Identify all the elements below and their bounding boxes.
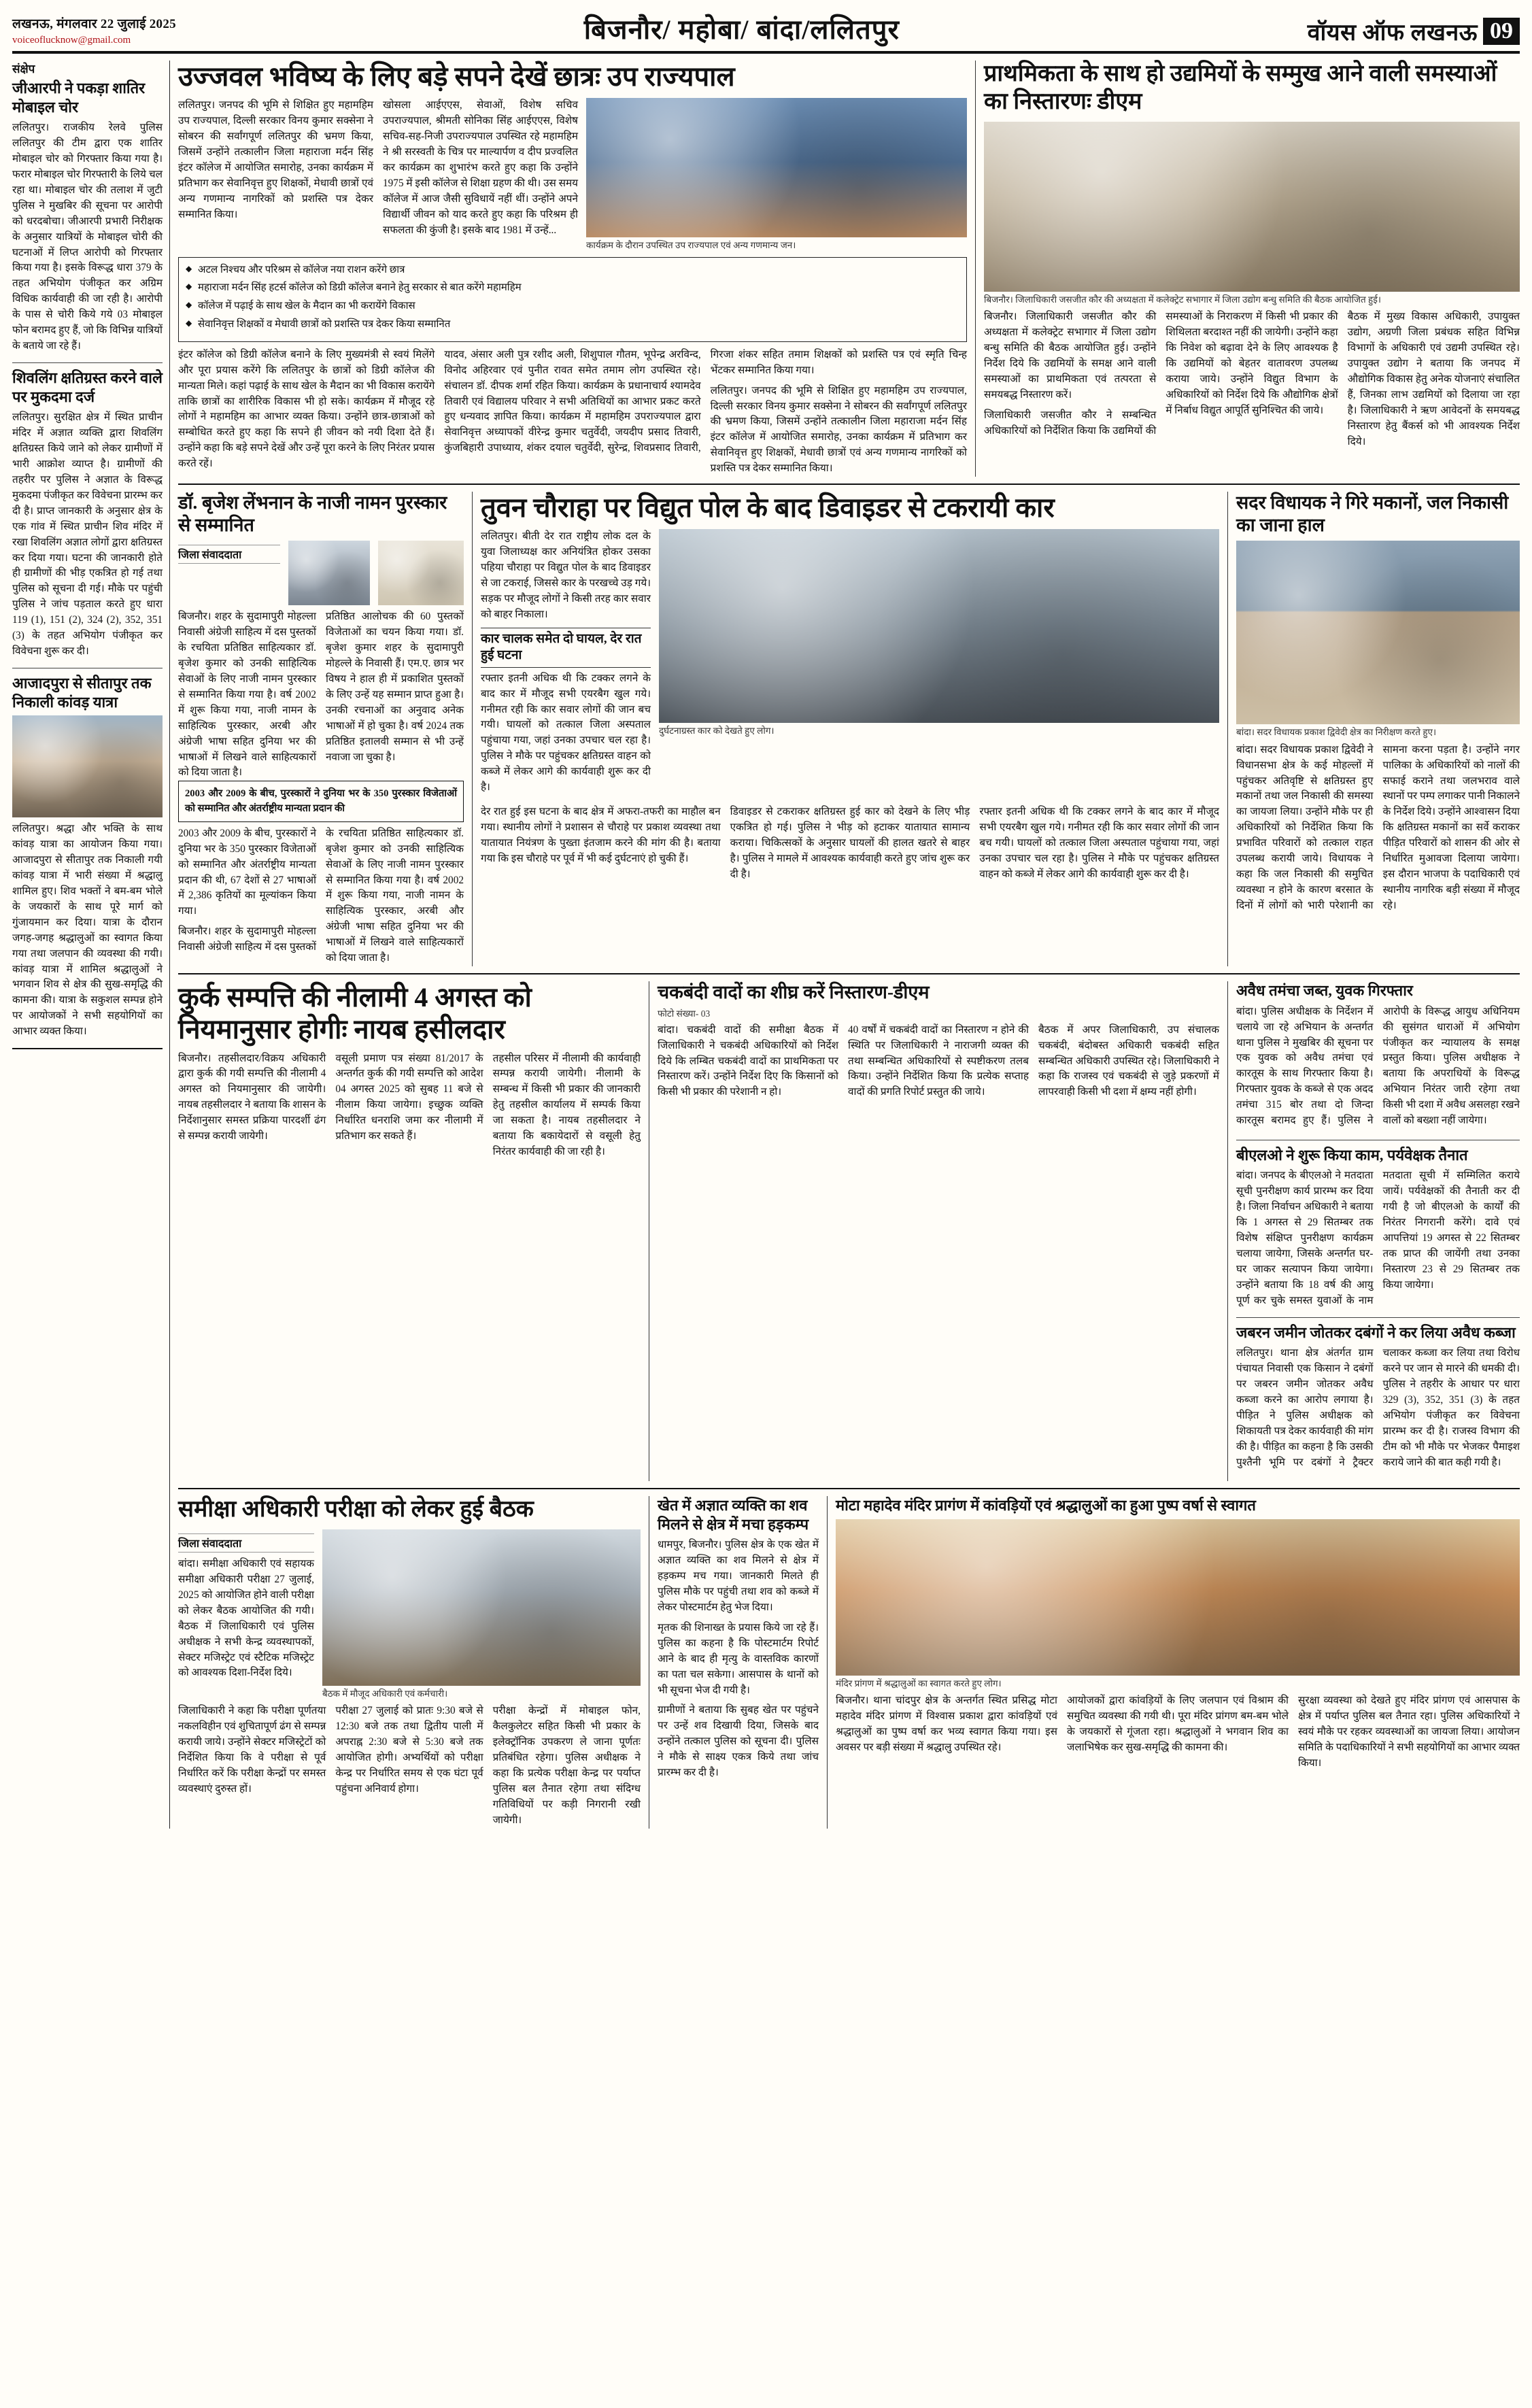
top-row (178, 61, 1520, 477)
accident-paragraph: रफ्तार इतनी अधिक थी कि टक्कर लगने के बाद कार में मौजूद सभी एयरबैग खुल गये। गनीमत रही कि कार सवार लोगों की जान बच गयी। घायलों को तत्काल जिला अस्पताल पहुंचाया गया, जहां उनका उपचार चल रहा है। पुलिस ने मौके पर पहुंचकर क्षतिग्रस्त वाहन को कब्जे में लेकर आगे की कार्यवाही शुरू कर दी है। (979, 806, 1219, 880)
right-brief-text: बांदा। पुलिस अधीक्षक के निर्देशन में चलाये जा रहे अभियान के अन्तर्गत थाना पुलिस ने मुखबिर की सूचना पर एक युवक को अवैध तमंचा एवं कारतूस के साथ गिरफ्तार किया है। गिरफ्तार युवक के कब्जे से एक अदद तमंचा 315 बोर तथा दो जिन्दा कारतूस बरामद हुए हैं। पुलिस ने आरोपी के विरूद्ध आयुध अधिनियम की सुसंगत धाराओं में अभियोग पंजीकृत कर न्यायालय के समक्ष प्रस्तुत किया। पुलिस अधीक्षक ने बताया कि अपराधियों के विरूद्ध अभियान निरंतर जारी रहेगा तथा किसी भी दशा में अवैध असलहा रखने वालों को बख्शा नहीं जायेगा। (1236, 1005, 1520, 1127)
chakbandi-paragraph: बांदा। चकबंदी वादों की समीक्षा बैठक में जिलाधिकारी ने चकबंदी अधिकारियों को निर्देश दिये कि लम्बित चकबंदी वादों का प्राथमिकता पर निस्तारण करें। उन्होंने निर्देश दिए कि किसानों को किसी भी प्रकार की परेशानी न हो। (658, 1023, 838, 1098)
chakbandi-paragraph: 40 वर्षों में चकबंदी वादों का निस्तारण न होने की स्थिति पर जिलाधिकारी ने नाराजगी व्यक्त की तथा सम्बन्धित अधिकारियों से स्पष्टीकरण तलब किया। उन्होंने निर्देशित किया कि प्रत्येक सप्ताह वादों की प्रगति रिपोर्ट प्रस्तुत की जाये। (848, 1023, 1029, 1098)
samiksha-photo-caption: बैठक में मौजूद अधिकारी एवं कर्मचारी। (322, 1688, 448, 1699)
brief-text: ललितपुर। राजकीय रेलवे पुलिस ललितपुर की टीम द्वारा एक शातिर मोबाइल चोर को गिरफ्तार किया गया है। फरार मोबाइल चोर गिरफ्तारी के लिये चल रहा था। मोबाइल चोर की तलाश में जुटी पुलिस ने मुखबिर की सूचना पर आरोपी को धरदबोचा। जीआरपी प्रभारी निरीक्षक के अनुसार यात्रियों के मोबाइल चोरी की घटनाओं में लिप्त आरोपी को गिरफ्तार किया गया है। इसके विरूद्ध धारा 379 के तहत अभियोग पंजीकृत कर अग्रिम विधिक कार्यवाही की जा रही है। आरोपी के पास से चोरी किये गये 03 मोबाइल फोन बरामद हुए हैं, जो कि विभिन्न यात्रियों के बताये जा रहे हैं। (12, 122, 163, 352)
samiksha-paragraph: परीक्षा केन्द्रों में मोबाइल फोन, कैलकुलेटर सहित किसी भी प्रकार के इलेक्ट्रॉनिक उपकरण ले जाना पूर्णतः प्रतिबंधित रहेगा। पुलिस अधीक्षक ने कहा कि प्रत्येक परीक्षा केन्द्र पर पर्याप्त पुलिस बल तैनात रहेगा तथा संदिग्ध गतिविधियों पर कड़ी निगरानी रखी जायेगी। (492, 1705, 641, 1827)
vidhayak-paragraph: बांदा। सदर विधायक प्रकाश द्विवेदी ने विधानसभा क्षेत्र के कई मोहल्लों में पहुंचकर अतिवृष्टि से क्षतिग्रस्त हुए मकानों तथा जल निकासी की समस्या का जायजा लिया। उन्होंने मौके पर ही अधिकारियों को निर्देशित किया कि प्रभावित परिवारों को तत्काल राहत उपलब्ध करायी जाये। विधायक ने कहा कि जल निकासी की समुचित व्यवस्था न होने के कारण बरसात के दिनों में लोगों को भारी परेशानी का सामना करना पड़ता है। उन्होंने नगर पालिका के अधिकारियों को नालों की सफाई कराने तथा जलभराव वाले स्थानों पर पम्प लगाकर पानी निकालने के निर्देश दिये। उन्होंने आश्वासन दिया कि क्षतिग्रस्त मकानों का सर्वे कराकर पीड़ित परिवारों को शासन की ओर से निर्धारित मुआवजा दिलाया जायेगा। इस दौरान भाजपा के पदाधिकारी एवं स्थानीय नागरिक बड़ी संख्या में मौजूद रहे। (1236, 743, 1520, 912)
divider (178, 484, 1520, 485)
kurk-story (178, 981, 641, 1481)
lead-photo-caption: कार्यक्रम के दौरान उपस्थित उप राज्यपाल एवं अन्य गणमान्य जन। (586, 240, 796, 251)
right-brief-text: ललितपुर। थाना क्षेत्र अंतर्गत ग्राम पंचायत निवासी एक किसान ने दबंगों पर जबरन जमीन जोतकर अवैध कब्जा करने का आरोप लगाया है। पीड़ित ने पुलिस अधीक्षक को शिकायती पत्र देकर कार्यवाही की मांग की है। पीड़ित का कहना है कि उसकी पुश्तैनी भूमि पर दबंगों ने ट्रैक्टर चलाकर कब्जा कर लिया तथा विरोध करने पर जान से मारने की धमकी दी। पुलिस ने तहरीर के आधार पर धारा 329 (3), 352, 351 (3) के तहत अभियोग पंजीकृत कर विवेचना प्रारम्भ कर दी है। राजस्व विभाग की टीम को भी मौके पर भेजकर पैमाइश कराये जाने की बात कही गयी है। (1236, 1347, 1520, 1468)
chakbandi-headline: चकबंदी वादों का शीघ्र करें निस्तारण-डीएम (658, 982, 930, 1003)
mandir-story (827, 1496, 1520, 1829)
brief-text: ललितपुर। श्रद्धा और भक्ति के साथ कांवड़ यात्रा का आयोजन किया गया। आजादपुरा से सीतापुर तक निकाली गयी कांवड़ यात्रा में भारी संख्या में श्रद्धालु शामिल हुए। शिव भक्तों ने बम-बम भोले के जयकारों के साथ पूरे मार्ग को गुंजायमान कर दिया। यात्रा के दौरान जगह-जगह श्रद्धालुओं का स्वागत किया गया तथा जलपान की व्यवस्था की गयी। कांवड़ यात्रा में शामिल श्रद्धालुओं ने भगवान शिव से क्षेत्र की सुख-समृद्धि की कामना की। यात्रा के सकुशल सम्पन्न होने पर आयोजकों ने सभी सहयोगियों का आभार व्यक्त किया। (12, 823, 163, 1038)
shav-story (649, 1496, 819, 1829)
right-brief-text: बांदा। जनपद के बीएलओ ने मतदाता सूची पुनरीक्षण कार्य प्रारम्भ कर दिया है। जिला निर्वाचन अधिकारी ने बताया कि 1 अगस्त से 29 सितम्बर तक विशेष संक्षिप्त पुनरीक्षण कार्यक्रम चलाया जायेगा, जिसके अन्तर्गत घर-घर जाकर सत्यापन किया जायेगा। उन्होंने बताया कि 18 वर्ष की आयु पूर्ण कर चुके समस्त युवाओं के नाम मतदाता सूची में सम्मिलित कराये जायें। पर्यवेक्षकों की तैनाती कर दी गयी है जो बीएलओ के कार्यों की निरंतर निगरानी करेंगे। दावे एवं आपत्तियां 19 अगस्त से 22 सितम्बर तक प्राप्त की जायेंगी तथा उनका निस्तारण 23 से 29 सितम्बर तक किया जायेगा। (1236, 1170, 1520, 1306)
brief-text: ललितपुर। सुरक्षित क्षेत्र में स्थित प्राचीन मंदिर में अज्ञात व्यक्ति द्वारा शिवलिंग क्षतिग्रस्त किये जाने को लेकर ग्रामीणों में भारी आक्रोश व्याप्त है। ग्रामीणों की तहरीर पर पुलिस ने अज्ञात के विरूद्ध मुकदमा पंजीकृत कर विवेचना प्रारम्भ कर दी है। प्राप्त जानकारी के अनुसार क्षेत्र के एक गांव में स्थित प्राचीन शिव मंदिर में रखा शिवलिंग अज्ञात लोगों द्वारा क्षतिग्रस्त कर दिया गया। घटना की जानकारी होते ही ग्रामीणों की भीड़ एकत्रित हो गई तथा पुलिस को सूचना दी गई। मौके पर पहुंची पुलिस ने जांच पड़ताल करते हुए धारा 119 (1), 151 (2), 324 (2), 352, 351 (3) के तहत अभियोग पंजीकृत कर विवेचना शुरू कर दी। (12, 411, 163, 658)
bullet-item: ◆ महाराजा मर्दन सिंह हटर्स कॉलेज को डिग्री कॉलेज बनाने हेतु सरकार से बात करेंगे महामहिम (186, 281, 959, 296)
mandir-paragraph: आयोजकों द्वारा कांवड़ियों के लिए जलपान एवं विश्राम की समुचित व्यवस्था की गयी थी। पूरा मंदिर प्रांगण बम-बम भोले के जयकारों से गूंजता रहा। श्रद्धालुओं ने भगवान शिव का जलाभिषेक कर सुख-समृद्धि की कामना की। (1067, 1695, 1289, 1753)
divider (178, 973, 1520, 974)
lead-photo (586, 98, 967, 237)
chakbandi-paragraph: बैठक में अपर जिलाधिकारी, उप संचालक चकबंदी, बंदोबस्त अधिकारी चकबंदी सहित सम्बन्धित अधिकारी उपस्थित रहे। जिलाधिकारी ने कहा कि राजस्व एवं चकबंदी से जुड़े प्रकरणों में लापरवाही किसी भी दशा में क्षम्य नहीं होगी। (1038, 1023, 1219, 1098)
award-story (178, 492, 464, 966)
edition-title: बिजनौर/ महोबा/ बांदा/ललितपुर (583, 14, 900, 45)
right-briefs (1227, 981, 1520, 1481)
masthead-center (176, 10, 1308, 47)
kurk-paragraph: बिजनौर। तहसीलदार/विक्रय अधिकारी द्वारा कुर्क की गयी सम्पत्ति की नीलामी 4 अगस्त को नियमानुसार की जायेगी। नायब तहसीलदार ने बताया कि शासन के निर्देशानुसार समस्त प्रक्रिया पारदर्शी ढंग से सम्पन्न करायी जायेगी। (178, 1052, 326, 1142)
dm-paragraph: बैठक में मुख्य विकास अधिकारी, उपायुक्त उद्योग, अग्रणी जिला प्रबंधक सहित विभिन्न विभागों के अधिकारी एवं उद्यमी उपस्थित रहे। उपायुक्त उद्योग ने बताया कि जनपद में औद्योगिक विकास हेतु अनेक योजनाएं संचालित हैं, जिनका लाभ उद्यमियों को दिलाया जा रहा है। जिलाधिकारी ने ऋण आवेदनों के समयबद्ध निस्तारण हेतु बैंकर्स को भी आवश्यक निर्देश दिये। (1347, 311, 1520, 447)
accident-paragraph: देर रात हुई इस घटना के बाद क्षेत्र में अफरा-तफरी का माहौल बन गया। स्थानीय लोगों ने प्रशासन से चौराहे पर प्रकाश व्यवस्था तथा यातायात नियंत्रण के पुख्ता इंतजाम करने की मांग की है। बताया गया कि इस चौराहे पर पूर्व में भी कई दुर्घटनाएं हो चुकी हैं। (481, 806, 721, 864)
award-paragraph: 2003 और 2009 के बीच, पुरस्कारों ने दुनिया भर के 350 पुरस्कार विजेताओं को सम्मानित और अंतर्राष्ट्रीय मान्यता प्रदान की थी, 67 देशों से 27 भाषाओं में 2,386 कृतियों का मूल्यांकन किया गया। (178, 827, 316, 917)
dm-paragraph: बिजनौर। जिलाधिकारी जसजीत कौर की अध्यक्षता में कलेक्ट्रेट सभागार में जिला उद्योग बन्धु समिति की बैठक आयोजित हुई। उन्होंने निर्देश दिये कि उद्यमियों के समक्ष आने वाली समस्याओं का प्राथमिकता एवं तत्परता से समयबद्ध निस्तारण करें। (984, 311, 1157, 401)
accident-paragraph: डिवाइडर से टकराकर क्षतिग्रस्त हुई कार को देखने के लिए भीड़ एकत्रित हो गई। पुलिस ने भीड़ को हटाकर यातायात सामान्य कराया। चिकित्सकों के अनुसार घायलों की हालत खतरे से बाहर है। पुलिस ने मामले में आवश्यक कार्यवाही करते हुए जांच शुरू कर दी है। (730, 806, 970, 880)
mandir-headline: मोटा महादेव मंदिर प्रागंण में कांवड़ियों एवं श्रद्धालुओं का हुआ पुष्प वर्षा से स्वागत (836, 1497, 1256, 1514)
divider (178, 1488, 1520, 1489)
vidhayak-photo-caption: बांदा। सदर विधायक प्रकाश द्विवेदी क्षेत्र का निरीक्षण करते हुए। (1236, 727, 1437, 738)
mandir-paragraph: बिजनौर। थाना चांदपुर क्षेत्र के अन्तर्गत स्थित प्रसिद्ध मोटा महादेव मंदिर प्रांगण में विश्वास प्रकाश द्वारा कांवड़ियों एवं श्रद्धालुओं का पुष्प वर्षा कर भव्य स्वागत किया गया। इस अवसर पर बड़ी संख्या में श्रद्धालु उपस्थित रहे। (836, 1695, 1057, 1753)
mandir-paragraph: सुरक्षा व्यवस्था को देखते हुए मंदिर प्रांगण एवं आसपास के क्षेत्र में पर्याप्त पुलिस बल तैनात रहा। पुलिस अधिकारियों ने स्वयं मौके पर रहकर व्यवस्थाओं का जायजा लिया। आयोजन समिति के पदाधिकारियों ने सभी सहयोगियों का आभार व्यक्त किया। (1298, 1695, 1520, 1769)
vidhayak-headline: सदर विधायक ने गिरे मकानों, जल निकासी का जाना हाल (1236, 492, 1509, 536)
divider (12, 362, 163, 363)
briefs-label: संक्षेप (12, 63, 35, 75)
right-brief-item (1236, 981, 1520, 1132)
award-headline: डॉ. बृजेश लेंभनान के नाजी नामन पुरस्कार से सम्मानित (178, 492, 447, 536)
brief-item (12, 674, 163, 1040)
lead-paragraph: खोसला आईएएस, सेवाओं, विशेष सचिव उपराज्यपाल, श्रीमती सोनिका सिंह आईएएस, विशेष सचिव-सह-निजी उपराज्यपाल उपस्थित रहे महामहिम ने श्री सरस्वती के चित्र पर माल्यार्पण व दीप प्रज्वलित कर कार्यक्रम का शुभारंभ करते हुए कहा कि उन्होंने 1975 में इसी कॉलेज से शिक्षा ग्रहण की थी। उस समय कॉलेज में आज जैसी सुविधायें नहीं थीं। उन्होंने अपने विद्यार्थी जीवन को याद करते हुए कहा कि परिश्रम ही सफलता की कुंजी है। इसके बाद 1981 में उन्हें... (383, 99, 579, 236)
award-paragraph: प्रतिष्ठित आलोचक की 60 पुस्तकों विजेताओं का चयन किया गया। डॉ. बृजेश कुमार शहर के सुदामापुरी मोहल्ले के निवासी हैं। एम.ए. छात्र भर विषय ने हाल ही में प्रकाशित पुस्तकों के लिए उन्हें यह सम्मान प्राप्त हुआ है। उनकी रचनाओं का अनुवाद अनेक भाषाओं में हो चुका है। वर्ष 2024 तक प्रतिष्ठित इतालवी सम्मान से भी उन्हें नवाजा जा चुका है। (326, 611, 464, 763)
lead-paragraph: यादव, अंसार अली पुत्र रशीद अली, शिशुपाल गौतम, भूपेन्द्र अरविन्द, विनोद अहिरवार एवं पुनीत रावत समेत तमाम लोग उपस्थित रहे। संचालन डॉ. दीपक शर्मा रहित किया। कार्यक्रम के प्रधानाचार्य श्यामदेव तिवारी एवं विद्यालय परिवार ने सभी अतिथियों का आभार प्रकट करते हुए धन्यवाद ज्ञापित किया। कार्यक्रम में महामहिम उपराज्यपाल द्वारा सेवानिवृत्त अध्यापकों वीरेन्द्र कुमार चतुर्वेदी, जयदीप प्रसाद तिवारी, कुंजबिहारी उपाध्याय, शंकर दयाल चतुर्वेदी, सुरेन्द्र, शिवप्रसाद तिवारी, गिरजा शंकर सहित तमाम शिक्षकों को प्रशस्ति पत्र एवं स्मृति चिन्ह भेंटकर सम्मानित किया गया। (444, 348, 967, 454)
accident-story (472, 492, 1219, 966)
dm-story (975, 61, 1520, 477)
chakbandi-photo-note: फोटो संख्या- 03 (658, 1008, 711, 1019)
samiksha-paragraph: बांदा। समीक्षा अधिकारी एवं सहायक समीक्षा अधिकारी परीक्षा 27 जुलाई, 2025 को आयोजित होने वाली परीक्षा को लेकर बैठक आयोजित की गयी। बैठक में जिलाधिकारी एवं पुलिस अधीक्षक ने सभी केन्द्र व्यवस्थापकों, सेक्टर मजिस्ट्रेट एवं स्टैटिक मजिस्ट्रेट को आवश्यक दिशा-निर्देश दिये। (178, 1557, 314, 1679)
brief-item (12, 79, 163, 354)
brand-title: वॉयस ऑफ लखनऊ (1307, 20, 1478, 46)
award-portrait-photo (288, 541, 370, 605)
masthead-right (1308, 16, 1520, 47)
second-row (178, 492, 1520, 966)
accident-photo-caption: दुर्घटनाग्रस्त कार को देखते हुए लोग। (659, 726, 774, 736)
third-row (178, 981, 1520, 1481)
briefs-column (12, 61, 170, 1829)
brief-headline: जीआरपी ने पकड़ा शातिर मोबाइल चोर (12, 80, 146, 116)
vidhayak-photo (1236, 541, 1520, 724)
lead-headline: उज्जवल भविष्य के लिए बड़े सपने देखें छात्रः उप राज्यपाल (178, 61, 735, 92)
award-book-photo (378, 541, 464, 605)
brief-item (12, 369, 163, 660)
vidhayak-story (1227, 492, 1520, 966)
right-brief-headline: जबरन जमीन जोतकर दबंगों ने कर लिया अवैध कब्जा (1236, 1323, 1516, 1341)
lead-paragraph: इंटर कॉलेज को डिग्री कॉलेज बनाने के लिए मुख्यमंत्री से स्वयं मिलेंगे और पूरा प्रयास करेंगे कि ललितपुर के छात्रों को डिग्री कॉलेज की मान्यता मिले। कहां पढ़ाई के साथ खेल के मैदान का भी विकास करायेंगे ताकि छात्रों का शारीरिक विकास भी हो सके। कार्यक्रम में मौजूद रहे लोगों ने महामहिम का आभार व्यक्त किया। उन्होंने छात्र-छात्राओं को सम्बोधित करते हुए कहा कि सपने ही जीवन को नयी दिशा देते हैं। उन्होंने कहा कि बड़े सपने देखें और उन्हें पूरा करने के लिए निरंतर प्रयास करते रहें। (178, 348, 435, 470)
kurk-paragraph: तहसील परिसर में नीलामी की कार्यवाही सम्पन्न करायी जायेगी। नीलामी के सम्बन्ध में किसी भी प्रकार की जानकारी हेतु तहसील कार्यालय में सम्पर्क किया जा सकता है। नायब तहसीलदार ने बताया कि बकायेदारों से वसूली हेतु निरंतर कार्यवाही की जा रही है। (492, 1052, 641, 1158)
accident-subhead: कार चालक समेत दो घायल, देर रात हुई घटना (481, 628, 651, 668)
accident-photo (659, 529, 1219, 723)
kurk-headline: कुर्क सम्पत्ति की नीलामी 4 अगस्त को नियमानुसार होगीः नायब हसीलदार (178, 982, 532, 1045)
accident-paragraph: रफ्तार इतनी अधिक थी कि टक्कर लगने के बाद कार में मौजूद सभी एयरबैग खुल गये। गनीमत रही कि कार सवार लोगों की जान बच गयी। घायलों को तत्काल जिला अस्पताल पहुंचाया गया, जहां उनका उपचार चल रहा है। पुलिस ने मौके पर पहुंचकर क्षतिग्रस्त वाहन को कब्जे में लेकर आगे की कार्यवाही शुरू कर दी है। (481, 672, 651, 794)
page-number: 09 (1483, 18, 1520, 44)
mandir-photo-caption: मंदिर प्रांगण में श्रद्धालुओं का स्वागत करते हुए लोग। (836, 1678, 1002, 1689)
right-brief-item (1236, 1146, 1520, 1309)
brief-photo (12, 715, 163, 817)
samiksha-paragraph: जिलाधिकारी ने कहा कि परीक्षा पूर्णतया नकलविहीन एवं शुचितापूर्ण ढंग से सम्पन्न करायी जाये। उन्होंने सेक्टर मजिस्ट्रेटों को निर्देशित किया कि वे परीक्षा से पूर्व निर्धारित करें कि परीक्षा केन्द्रों पर समस्त व्यवस्थाएं दुरुस्त हों। (178, 1705, 326, 1795)
samiksha-headline: समीक्षा अधिकारी परीक्षा को लेकर हुई बैठक (178, 1497, 534, 1523)
bullet-item: ◆ सेवानिवृत्त शिक्षकों व मेधावी छात्रों को प्रशस्ति पत्र देकर किया सम्मानित (186, 318, 959, 333)
right-brief-item (1236, 1323, 1520, 1474)
shav-paragraph: धामपुर, बिजनौर। पुलिस क्षेत्र के एक खेत में अज्ञात व्यक्ति का शव मिलने से क्षेत्र में हड़कम्प मच गया। जानकारी मिलते ही पुलिस मौके पर पहुंची तथा शव को कब्जे में लेकर पोस्टमार्टम हेतु भेज दिया। (658, 1539, 819, 1613)
shav-headline: खेत में अज्ञात व्यक्ति का शव मिलने से क्षेत्र में मचा हड़कम्प (658, 1497, 809, 1533)
dm-photo-caption: बिजनौर। जिलाधिकारी जसजीत कौर की अध्यक्षता में कलेक्ट्रेट सभागार में जिला उद्योग बन्धु समिति की बैठक आयोजित हुई। (984, 294, 1381, 305)
samiksha-photo (322, 1529, 641, 1686)
shav-paragraph: मृतक की शिनाख्त के प्रयास किये जा रहे हैं। पुलिस का कहना है कि पोस्टमार्टम रिपोर्ट आने के बाद ही मृत्यु के वास्तविक कारणों का पता चल सकेगा। आसपास के थानों को भी सूचना भेज दी गयी है। (658, 1621, 819, 1696)
lead-bullets (178, 257, 967, 342)
award-highlight: 2003 और 2009 के बीच, पुरस्कारों ने दुनिया भर के 350 पुरस्कार विजेताओं को सम्मानित और अंतर्राष्ट्रीय मान्यता प्रदान की (178, 781, 464, 821)
publication-date: लखनऊ, मंगलवार 22 जुलाई 2025 (12, 17, 176, 32)
lead-paragraph: ललितपुर। जनपद की भूमि से शिक्षित हुए महामहिम उप राज्यपाल, दिल्ली सरकार विनय कुमार सक्सेना ने सोबरन की सर्वांगपूर्ण ललितपुर की भ्रमण किया, जिसमें उन्होंने तत्कालीन जिला महाराजा मर्दन सिंह इंटर कॉलेज में आयोजित समारोह, उनका कार्यक्रम में प्रतिभाग कर सेवानिवृत्त हुए शिक्षकों, मेधावी छात्रों एवं अन्य गणमान्य नागरिकों को प्रशस्ति पत्र देकर सम्मानित किया। (178, 99, 373, 220)
award-paragraph: बिजनौर। शहर के सुदामापुरी मोहल्ला निवासी अंग्रेजी साहित्य में दस पुस्तकों के रचयिता प्रतिष्ठित साहित्यकार डॉ. बृजेश कुमार को उनकी साहित्यिक सेवाओं के लिए नाजी नामन पुरस्कार से सम्मानित किया गया है। वर्ष 2002 में शुरू किया गया, नाजी नामन के साहित्यिक पुरस्कार, अरबी और अंग्रेजी भाषा सहित दुनिया भर की भाषाओं में लिखने वाले साहित्यकारों को दिया जाता है। (178, 827, 464, 964)
divider (1236, 1317, 1520, 1318)
right-brief-headline: बीएलओ ने शुरू किया काम, पर्यवेक्षक तैनात (1236, 1146, 1468, 1164)
chakbandi-story (649, 981, 1219, 1481)
accident-headline: तुवन चौराहा पर विद्युत पोल के बाद डिवाइडर से टकरायी कार (481, 492, 1055, 524)
mandir-photo (836, 1519, 1520, 1676)
bullet-item: ◆ अटल निश्चय और परिश्रम से कॉलेज नया राशन करेंगे छात्र (186, 263, 959, 278)
main-content (178, 61, 1520, 1829)
lead-paragraph: ललितपुर। जनपद की भूमि से शिक्षित हुए महामहिम उप राज्यपाल, दिल्ली सरकार विनय कुमार सक्सेना ने सोबरन की सर्वांगपूर्ण ललितपुर की भ्रमण किया, जिसमें उन्होंने तत्कालीन जिला महाराजा मर्दन सिंह इंटर कॉलेज में आयोजित समारोह, उनका कार्यक्रम में प्रतिभाग कर सेवानिवृत्त हुए शिक्षकों, मेधावी छात्रों एवं अन्य गणमान्य नागरिकों को प्रशस्ति पत्र देकर सम्मानित किया। (710, 384, 967, 475)
shav-paragraph: ग्रामीणों ने बताया कि सुबह खेत पर पहुंचने पर उन्हें शव दिखायी दिया, जिसके बाद उन्होंने तत्काल पुलिस को सूचना दी। पुलिस ने मौके से साक्ष्य एकत्र किये तथा जांच प्रारम्भ कर दी है। (658, 1704, 819, 1779)
award-byline: जिला संवाददाता (178, 545, 280, 564)
brief-headline: आजादपुरा से सीतापुर तक निकाली कांवड़ यात्रा (12, 675, 152, 711)
masthead-left (12, 16, 176, 47)
dm-photo (984, 122, 1520, 292)
contact-email: voiceoflucknow@gmail.com (12, 34, 131, 46)
samiksha-story (178, 1496, 641, 1829)
fourth-row (178, 1496, 1520, 1829)
accident-paragraph: ललितपुर। बीती देर रात राष्ट्रीय लोक दल के युवा जिलाध्यक्ष कार अनियंत्रित होकर उसका पहिया चौराहा पर विद्युत पोल के बाद डिवाइडर से जा टकराई, जिससे कार के परखच्चे उड़ गये। सड़क पर मौजूद लोगों ने किसी तरह कार सवार को बाहर निकाला। (481, 530, 651, 621)
lead-story (178, 61, 967, 477)
dm-paragraph: जिलाधिकारी जसजीत कौर ने सम्बन्धित अधिकारियों को निर्देशित किया कि उद्यमियों की समस्याओं के निराकरण में किसी भी प्रकार की शिथिलता बरदाश्त नहीं की जायेगी। उन्होंने कहा कि निवेश को बढ़ावा देने के लिए आवश्यक है कि उद्यमियों को बेहतर वातावरण उपलब्ध कराया जाये। उन्होंने विद्युत विभाग के अधिकारियों को निर्देश दिये कि औद्योगिक क्षेत्रों में निर्बाध विद्युत आपूर्ति सुनिश्चित की जाये। (984, 311, 1338, 437)
dm-headline: प्राथमिकता के साथ हो उद्यमियों के सम्मुख आने वाली समस्याओं का निस्तारणः डीएम (984, 61, 1497, 114)
samiksha-paragraph: परीक्षा 27 जुलाई को प्रातः 9:30 बजे से 12:30 बजे तक तथा द्वितीय पाली में अपराह्न 2:30 बजे से 5:30 बजे तक आयोजित होगी। अभ्यर्थियों को परीक्षा केन्द्र पर निर्धारित समय से एक घंटा पूर्व पहुंचना अनिवार्य होगा। (335, 1705, 483, 1795)
award-paragraph: बिजनौर। शहर के सुदामापुरी मोहल्ला निवासी अंग्रेजी साहित्य में दस पुस्तकों के रचयिता प्रतिष्ठित साहित्यकार डॉ. बृजेश कुमार को उनकी साहित्यिक सेवाओं के लिए नाजी नामन पुरस्कार से सम्मानित किया गया है। वर्ष 2002 में शुरू किया गया, नाजी नामन के साहित्यिक पुरस्कार, अरबी और अंग्रेजी भाषा सहित दुनिया भर की भाषाओं में लिखने वाले साहित्यकारों को दिया जाता है। (178, 611, 316, 779)
divider (12, 1048, 163, 1049)
right-brief-headline: अवैध तमंचा जब्त, युवक गिरफ्तार (1236, 982, 1413, 1000)
masthead (12, 10, 1520, 54)
brief-headline: शिवलिंग क्षतिग्रस्त करने वाले पर मुकदमा दर्ज (12, 369, 163, 405)
kurk-paragraph: वसूली प्रमाण पत्र संख्या 81/2017 के अन्तर्गत कुर्क की गयी सम्पत्ति को आदेश 04 अगस्त 2025 को सुबह 11 बजे से नीलाम किया जायेगा। इच्छुक व्यक्ति निर्धारित धनराशि जमा कर नीलामी में प्रतिभाग कर सकते हैं। (335, 1052, 483, 1142)
bullet-item: ◆ कॉलेज में पढ़ाई के साथ खेल के मैदान का भी करायेंगे विकास (186, 299, 959, 314)
samiksha-byline: जिला संवाददाता (178, 1533, 314, 1553)
